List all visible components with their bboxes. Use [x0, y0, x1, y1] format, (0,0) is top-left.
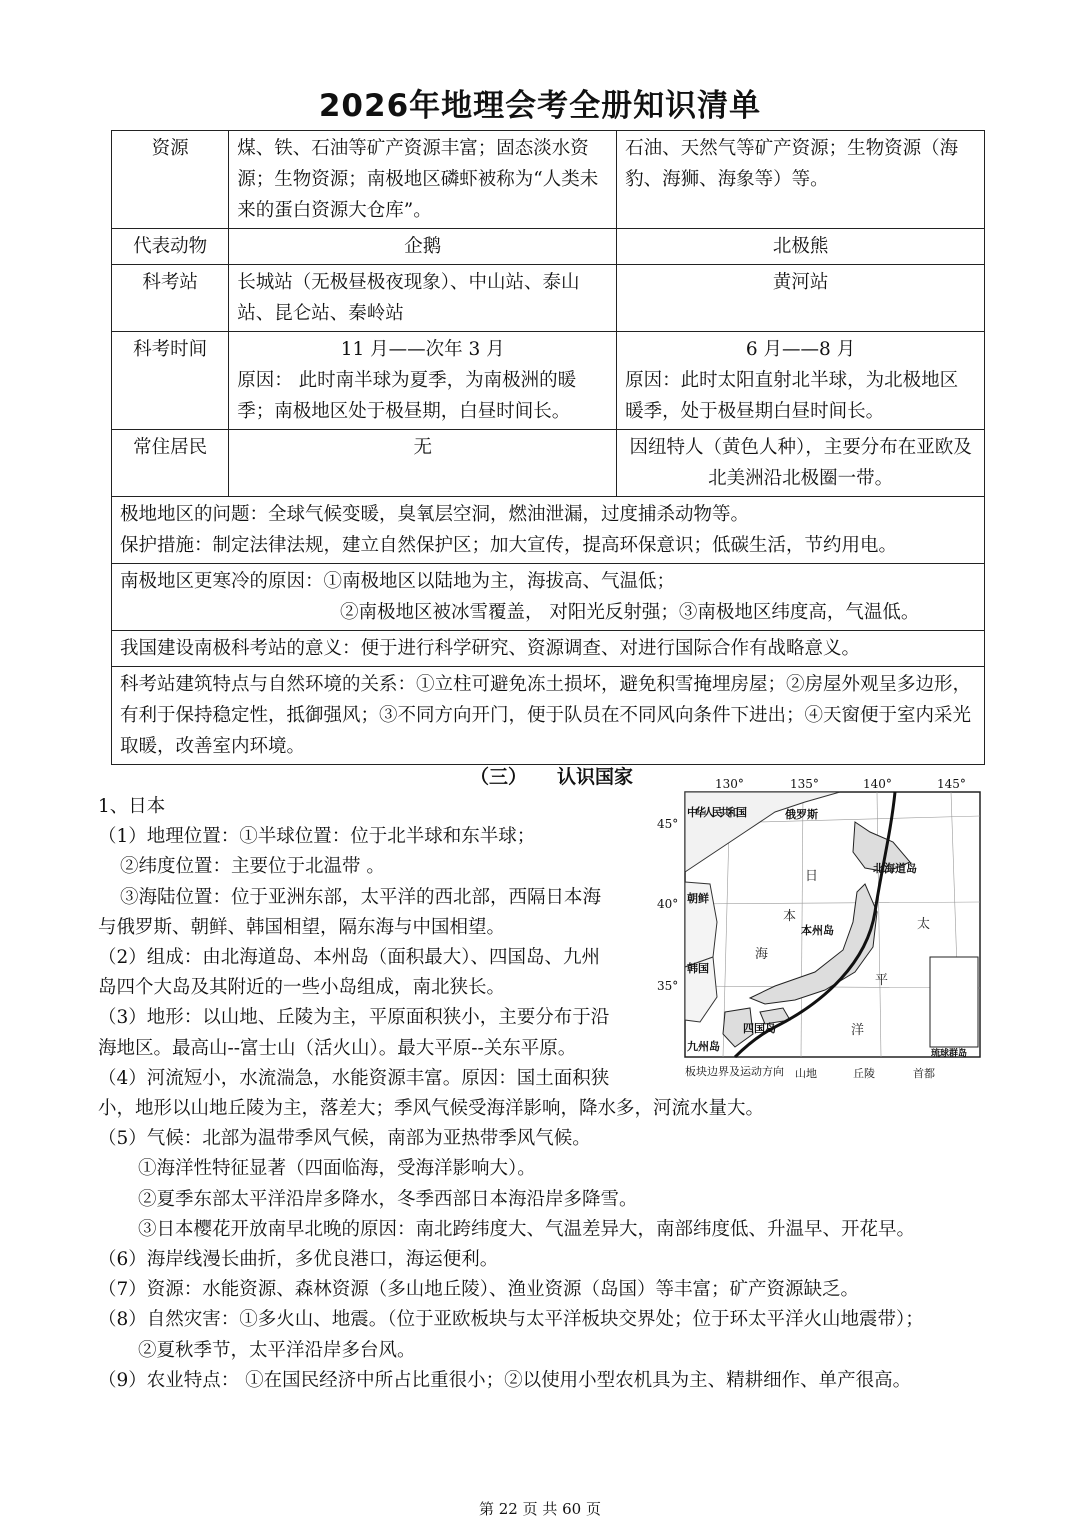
note-line: ②纬度位置：主要位于北温带 。	[120, 856, 385, 878]
table-row	[112, 631, 985, 667]
arctic-cell: 北极熊	[617, 229, 985, 265]
table-row	[112, 564, 985, 631]
full-row-cell	[112, 564, 985, 631]
antarctic-cell: 煤、铁、石油等矿产资源丰富；固态淡水资源；生物资源；南极地区磷虾被称为“人类未来的蛋白资源大仓库”。	[229, 131, 617, 229]
note-line: ②夏季东部太平洋沿岸多降水，冬季西部日本海沿岸多降雪。	[138, 1188, 638, 1210]
row-label: 科考时间	[112, 332, 229, 430]
arctic-cell	[617, 332, 985, 430]
note-line: 海地区。最高山--富士山（活火山）。最大平原--关东平原。	[98, 1037, 577, 1059]
note-line: （1）地理位置：①半球位置：位于北半球和东半球；	[98, 826, 536, 848]
note-line: ②夏秋季节，太平洋沿岸多台风。	[138, 1339, 416, 1361]
note-line: 岛四个大岛及其附近的一些小岛组成，南北狭长。	[98, 977, 506, 999]
note-line: ③海陆位置：位于亚洲东部，太平洋的西北部，西隔日本海	[120, 886, 602, 908]
island-label: 四国岛	[743, 1022, 776, 1035]
protection-measures: 保护措施：制定法律法规，建立自然保护区；加大宣传，提高环保意识；低碳生活，节约用电。	[120, 535, 898, 556]
full-row-cell: 我国建设南极科考站的意义：便于进行科学研究、资源调查、对进行国际合作有战略意义。	[112, 631, 985, 667]
antarctic-cell	[229, 332, 617, 430]
note-line: 与俄罗斯、朝鲜、韩国相望，隔东海与中国相望。	[98, 916, 506, 938]
note-line: 小，地形以山地丘陵为主，落差大；季风气候受海洋影响，降水多，河流水量大。	[98, 1098, 765, 1120]
note-line: （6）海岸线漫长曲折，多优良港口，海运便利。	[98, 1249, 499, 1271]
row-label: 资源	[112, 131, 229, 229]
island-label: 北海道岛	[873, 862, 917, 875]
island-label: 本州岛	[801, 924, 834, 937]
row-label: 代表动物	[112, 229, 229, 265]
lon-label: 140°	[863, 777, 892, 791]
note-line: （7）资源：水能资源、森林资源（多山地丘陵）、渔业资源（岛国）等丰富；矿产资源缺乏。	[98, 1279, 860, 1301]
note-line: （3）地形：以山地、丘陵为主，平原面积狭小，主要分布于沿	[98, 1007, 610, 1029]
table-row	[112, 229, 985, 265]
sea-label: 海	[755, 947, 769, 962]
full-row-cell	[112, 497, 985, 564]
country-label: 朝鲜	[687, 892, 709, 905]
section-title: 认识国家	[557, 766, 634, 788]
time-reason: 原因：此时太阳直射北半球，为北极地区暖季，处于极昼期白昼时间长。	[625, 370, 959, 422]
legend-item: 山地	[795, 1067, 817, 1080]
time-range: 11 月——次年 3 月	[340, 339, 505, 360]
note-line: （4）河流短小，水流湍急，水能资源丰富。原因：国土面积狭	[98, 1067, 610, 1089]
lat-label: 45°	[657, 817, 679, 831]
arctic-cell: 黄河站	[617, 265, 985, 332]
sea-label: 太	[917, 917, 931, 932]
lon-label: 145°	[937, 777, 966, 791]
note-line: （8）自然灾害：①多火山、地震。（位于亚欧板块与太平洋板块交界处；位于环太平洋火山地震带）；	[98, 1309, 924, 1331]
table-row	[112, 430, 985, 497]
lat-label: 40°	[657, 897, 679, 911]
table-row	[112, 667, 985, 765]
legend-item: 首都	[913, 1067, 935, 1080]
table-row	[112, 332, 985, 430]
polar-comparison-table	[111, 130, 985, 765]
time-reason: 原因： 此时南半球为夏季，为南极洲的暖季；南极地区处于极昼期，白昼时间长。	[237, 370, 577, 422]
lon-label: 135°	[790, 777, 819, 791]
sea-label: 洋	[851, 1023, 865, 1038]
note-line: ③日本樱花开放南早北晚的原因：南北跨纬度大、气温差异大，南部纬度低、升温早、开花早。	[138, 1218, 916, 1240]
note-line: （2）组成：由北海道岛、本州岛（面积最大）、四国岛、九州	[98, 947, 601, 969]
note-line: ①海洋性特征显著（四面临海，受海洋影响大）。	[138, 1158, 536, 1180]
legend-item: 板块边界及运动方向	[685, 1065, 784, 1078]
colder-reason-1: 南极地区更寒冷的原因：①南极地区以陆地为主，海拔高、气温低；	[120, 571, 676, 592]
page-title: 2026年地理会考全册知识清单	[318, 88, 762, 124]
country-label: 俄罗斯	[785, 808, 818, 821]
country-label: 中华人民共和国	[687, 806, 747, 819]
row-label: 常住居民	[112, 430, 229, 497]
antarctic-cell: 长城站（无极昼极夜现象）、中山站、泰山站、昆仑站、秦岭站	[229, 265, 617, 332]
section-heading	[470, 762, 663, 789]
legend-item: 丘陵	[853, 1067, 875, 1080]
sea-label: 日	[805, 869, 819, 884]
antarctic-cell: 无	[229, 430, 617, 497]
time-range: 6 月——8 月	[745, 339, 856, 360]
polar-problems: 极地地区的问题：全球气候变暖，臭氧层空洞，燃油泄漏，过度捕杀动物等。	[120, 504, 750, 525]
arctic-cell: 石油、天然气等矿产资源；生物资源（海豹、海狮、海象等）等。	[617, 131, 985, 229]
table-row	[112, 131, 985, 229]
country-label: 韩国	[687, 962, 709, 975]
row-label: 科考站	[112, 265, 229, 332]
lon-label: 130°	[715, 777, 744, 791]
sea-label: 平	[875, 973, 889, 988]
full-row-cell: 科考站建筑特点与自然环境的关系：①立柱可避免冻土损坏，避免积雪掩埋房屋；②房屋外观呈多边形，有利于保持稳定性，抵御强风；③不同方向开门，便于队员在不同风向条件下进出；④天窗便于室内采光取暖，改善室内环境。	[112, 667, 985, 765]
note-line: （9）农业特点： ①在国民经济中所占比重很小；②以使用小型农机具为主、精耕细作、单产很高。	[98, 1369, 912, 1391]
arctic-cell: 因纽特人（黄色人种），主要分布在亚欧及北美洲沿北极圈一带。	[617, 430, 985, 497]
island-label: 九州岛	[687, 1040, 720, 1053]
section-number: （三）	[470, 766, 528, 788]
japan-heading: 1、日本	[98, 796, 166, 817]
colder-reason-2: ②南极地区被冰雪覆盖， 对阳光反射强；③南极地区纬度高，气温低。	[340, 602, 920, 623]
page-footer: 第 22 页 共 60 页	[478, 1500, 601, 1518]
table-row	[112, 265, 985, 332]
note-line: （5）气候：北部为温带季风气候，南部为亚热带季风气候。	[98, 1128, 591, 1150]
japan-notes	[98, 792, 978, 1396]
sea-label: 本	[783, 909, 797, 924]
antarctic-cell: 企鹅	[229, 229, 617, 265]
lat-label: 35°	[657, 979, 679, 993]
table-row	[112, 497, 985, 564]
island-label: 琉球群岛	[931, 1049, 968, 1059]
